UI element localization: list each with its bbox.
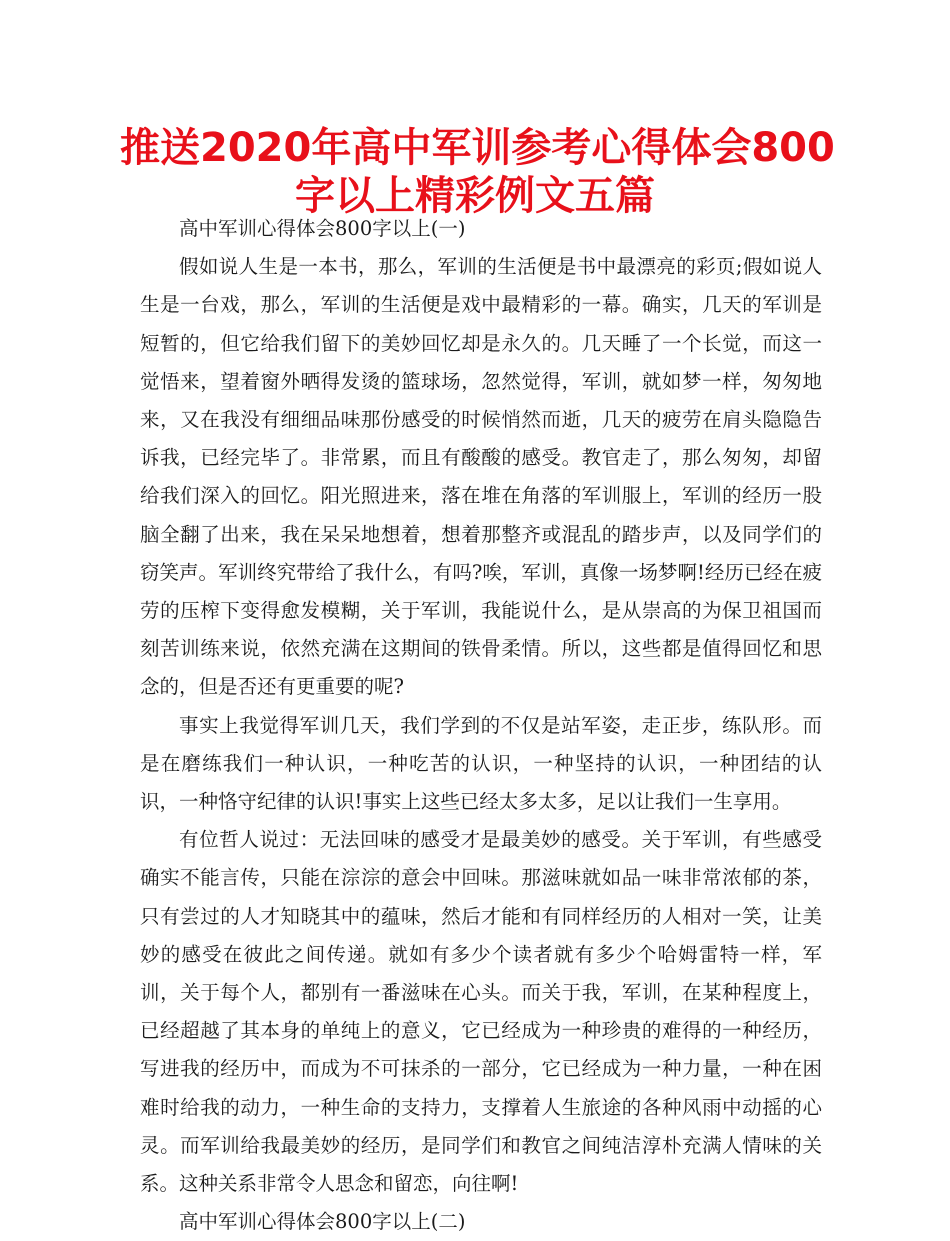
document-body (140, 210, 822, 1241)
section-heading-1: 高中军训心得体会800字以上(一) (179, 217, 466, 240)
body-paragraph-1: 假如说人生是一本书，那么，军训的生活便是书中最漂亮的彩页;假如说人生是一台戏，那么，军训的生活便是戏中最精彩的一幕。确实，几天的军训是短暂的，但它给我们留下的美妙回忆却是永久的。几天睡了一个长觉，而这一觉悟来，望着窗外晒得发烫的篮球场，忽然觉得，军训，就如梦一样，匆匆地来，又在我没有细细品味那份感受的时候悄然而逝，几天的疲劳在肩头隐隐告诉我，已经完毕了。非常累，而且有酸酸的感受。教官走了，那么匆匆，却留给我们深入的回忆。阳光照进来，落在堆在角落的军训服上，军训的经历一股脑全翻了出来，我在呆呆地想着，想着那整齐或混乱的踏步声，以及同学们的窃笑声。军训终究带给了我什么，有吗?唉，军训，真像一场梦啊!经历已经在疲劳的压榨下变得愈发模糊，关于军训，我能说什么，是从崇高的为保卫祖国而刻苦训练来说，依然充满在这期间的铁骨柔情。所以，这些都是值得回忆和思念的，但是否还有更重要的呢? (140, 255, 822, 699)
body-paragraph-2: 事实上我觉得军训几天，我们学到的不仅是站军姿，走正步，练队形。而是在磨练我们一种认识，一种吃苦的认识，一种坚持的认识，一种团结的认识，一种恪守纪律的认识!事实上这些已经太多太多，足以让我们一生享用。 (140, 713, 822, 814)
document-title-line-1: 推送2020年高中军训参考心得体会800 (120, 125, 835, 171)
section-heading-2: 高中军训心得体会800字以上(二) (179, 1210, 466, 1234)
body-paragraph-3: 有位哲人说过：无法回味的感受才是最美妙的感受。关于军训，有些感受确实不能言传，只能在淙淙的意会中回味。那滋味就如品一味非常浓郁的茶，只有尝过的人才知晓其中的蕴味，然后才能和有同样经历的人相对一笑，让美妙的感受在彼此之间传递。就如有多少个读者就有多少个哈姆雷特一样，军训，关于每个人，都别有一番滋味在心头。而关于我，军训，在某种程度上，已经超越了其本身的单纯上的意义，它已经成为一种珍贵的难得的一种经历，写进我的经历中，而成为不可抹杀的一部分，它已经成为一种力量，一种在困难时给我的动力，一种生命的支持力，支撑着人生旅途的各种风雨中动摇的心灵。而军训给我最美妙的经历，是同学们和教官之间纯洁淳朴充满人情味的关系。这种关系非常令人思念和留恋，向往啊! (140, 828, 822, 1196)
document-title-line-2: 字以上精彩例文五篇 (295, 173, 655, 219)
